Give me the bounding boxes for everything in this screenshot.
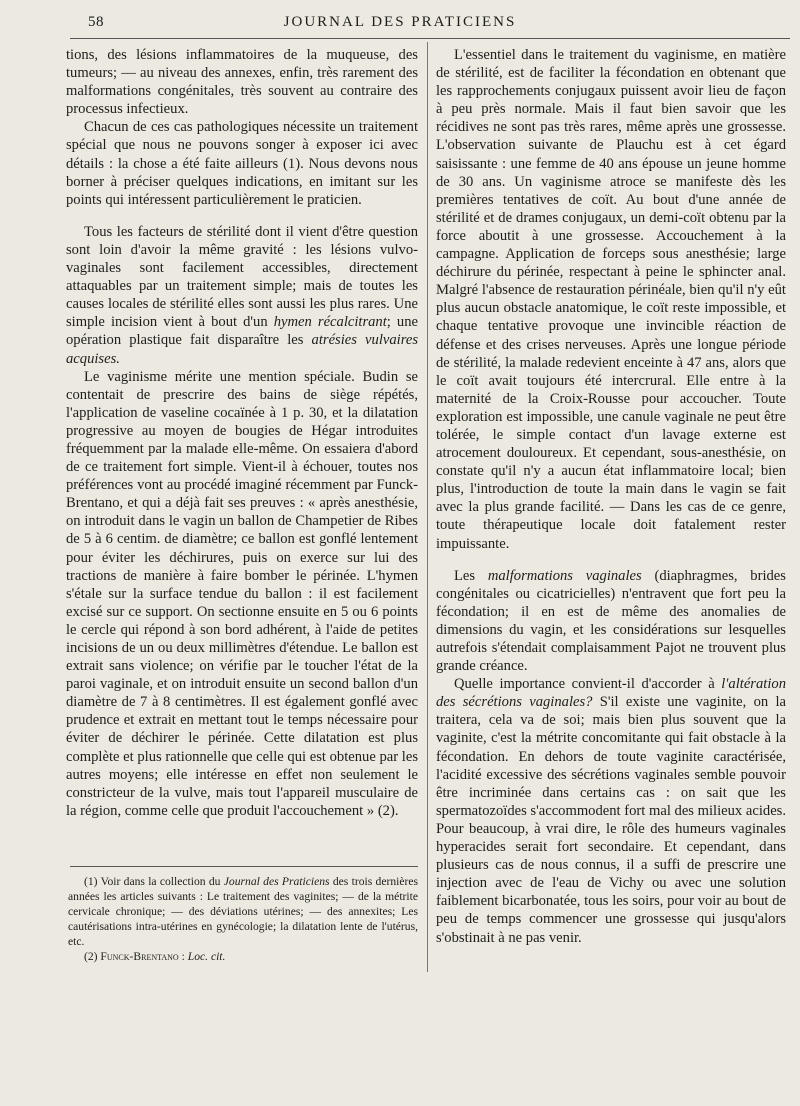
emphasis: hymen récalcitrant xyxy=(273,314,387,331)
footnote xyxy=(68,949,418,964)
text-run: S'il existe une vaginite, on la traitera, cela va de soi; mais bien plus souvent que la vaginite, c'est la métrite concomitante qui fait obstacle à la fécondation. En dehors de toute vaginite caractérisée, l'acidité excessive des sécrétions vaginales semble pouvoir être incriminée dans certains cas : on sait que les spermatozoïdes s'accommodent fort mal des milieux acides. Pour beaucoup, à vrai dire, le rôle des humeurs vaginales hyperacides serait fort secondaire. Et cependant, dans plusieurs cas de nous connus, il a suffi de prescrire une injection avec de l'eau de Vichy ou avec une solution faiblement bicarbonatée, tous les soirs, pour voir au bout de peu de temps commencer une grossesse qui jusqu'alors s'obstinait à ne pas venir. xyxy=(436,694,786,946)
paragraph: Chacun de ces cas pathologiques nécessite un traitement spécial que nous ne pouvons songer à exposer ici avec détails : la chose a été faite ailleurs (1). Nous devons nous borner à préciser quelques indications, en imitant sur les points qui intéressent particulièrement le praticien. xyxy=(66,119,418,208)
text-run: des trois dernières années les articles suivants : Le traitement des vaginites; — de la métrite cervicale chronique; — des déviations utérines; — des annexites; Les cautérisations intra-utérines en gynécologie; la dilatation lente de l'utérus, etc. xyxy=(68,875,419,948)
paragraph xyxy=(66,223,418,368)
emphasis: l'altération des sécrétions vaginales? xyxy=(436,676,786,711)
paragraph: tions, des lésions inflammatoires de la muqueuse, des tumeurs; — au niveau des annexes, enfin, très rarement des malformations congénitales, très souvent au contraire des processus infectieux. xyxy=(66,47,418,118)
footnotes xyxy=(68,874,418,964)
paragraph xyxy=(436,567,786,676)
emphasis: Loc. cit. xyxy=(187,950,226,963)
text-run: Tous les facteurs de stérilité dont il vient d'être question sont loin d'avoir la même gravité : les lésions vulvo-vaginales sont facilement accessibles, directement attaquables par un traitement simple; mais de toutes les causes locales de stérilité elles sont aussi les plus rares. Une simple incision vient à bout d'un xyxy=(66,223,418,331)
column-divider xyxy=(427,42,428,972)
text-run: Quelle importance convient-il d'accorder à xyxy=(454,676,722,693)
emphasis: malformations vaginales xyxy=(487,567,642,584)
paragraph xyxy=(436,675,786,946)
text-run: Les xyxy=(454,567,488,584)
text-run: : xyxy=(178,950,188,963)
paragraph: L'essentiel dans le traitement du vaginisme, en matière de stérilité, est de faciliter la fécondation en obtenant que les rapprochements conjugaux puissent avoir lieu de façon à peu près normale. Mais il faut bien savoir que les récidives ne sont pas très rares, même après une grossesse. L'observation suivante de Plauchu est à cet égard saisissante : une femme de 40 ans épouse un jeune homme de 30 ans. Un vaginisme atroce se manifeste dès les premières tentatives de coït. Au bout d'une année de stérilité et de drames conjugaux, un demi-coït obtenu par la force aboutit à une grossesse. Accouchement à la campagne. Application de forceps sous anesthésie; large déchirure du périnée, respectant à peine le sphincter anal. Malgré l'absence de restauration périnéale, bien qu'il n'y eût plus aucun obstacle anatomique, le coït reste impossible, et chaque tentative provoque une invincible réaction de défense et des crises nerveuses. Après une longue période de stérilité, la malade redevient enceinte à 47 ans, alors que le coït avait toujours été intercrural. Elle entre à la maternité de la Croix-Rousse pour accoucher. Toute exploration est impossible, une canule vaginale ne peut être tolérée, le simple contact d'un lavage externe est atrocement douloureux. Et cependant, sous-anesthésie, on constate qu'il n'y a aucun état inflammatoire local; bien plus, l'introduction de toute la main dans le vagin se fait avec la plus grande facilité. — Dans les cas de ce genre, toute thérapeutique locale doit fatalement rester impuissante. xyxy=(436,47,786,552)
running-title: JOURNAL DES PRATICIENS xyxy=(283,14,517,30)
emphasis: Journal des Praticiens xyxy=(223,875,330,888)
author-name: Funck-Brentano xyxy=(100,950,179,963)
paragraph: Le vaginisme mérite une mention spéciale. Budin se contentait de prescrire des bains de siège répétés, l'application de vaseline cocaïnée à 1 p. 30, et la dilatation progressive au moyen de bougies de Hégar introduites fréquemment par la malade elle-même. On essaiera d'abord de ce traitement fort simple. Vient-il à échouer, toutes nos préférences vont au procédé imaginé récemment par Funck-Brentano, et qui a déjà fait ses preuves : « après anesthésie, on introduit dans le vagin un ballon de Champetier de Ribes de 5 à 6 centim. de diamètre; ce ballon est gonflé lentement pour éviter les déchirures, puis on exerce sur lui des tractions de manière à faire bomber le périnée. L'hymen s'étale sur la surface tendue du ballon : il est facilement excisé sur ce support. On sectionne ensuite en 5 ou 6 points le cercle qui répond à son bord adhérent, à l'aide de petites incisions de un ou deux millimètres d'étendue. Le ballon est extrait sans violence; on vérifie par le toucher l'état de la paroi vaginale, et on introduit ensuite un second ballon d'un diamètre de 7 à 8 centimètres. Il est également gonflé avec prudence et extrait en mettant tout le temps nécessaire pour éviter de déchirer le périnée. Cette dilatation est plus complète et plus rationnelle que celle qui est obtenue par les autres moyens; elle intéresse en effet non seulement le constricteur de la vulve, mais tout l'appareil musculaire de la région, comme celle que produit l'accouchement » (2). xyxy=(66,368,418,819)
right-column xyxy=(436,46,786,947)
text-run: (2) xyxy=(84,950,101,963)
page-header xyxy=(0,12,800,34)
text-run: (1) Voir dans la collection du xyxy=(84,875,224,888)
footnote xyxy=(68,874,418,949)
footnote-rule xyxy=(70,866,418,867)
text-run: ; une opération plastique fait disparaître les xyxy=(66,314,419,349)
header-rule xyxy=(70,38,790,39)
emphasis: atrésies vulvaires acquises. xyxy=(66,332,418,367)
left-column xyxy=(66,46,418,820)
page-number: 58 xyxy=(88,14,104,30)
text-run: (diaphragmes, brides congénitales ou cicatricielles) n'entravent que fort peu la fécondation; il en est de même des anomalies de dimensions du vagin, et les considérations sur lesquelles autrefois s'étendait complaisamment Pajot ne trouvent plus grande créance. xyxy=(436,567,786,675)
